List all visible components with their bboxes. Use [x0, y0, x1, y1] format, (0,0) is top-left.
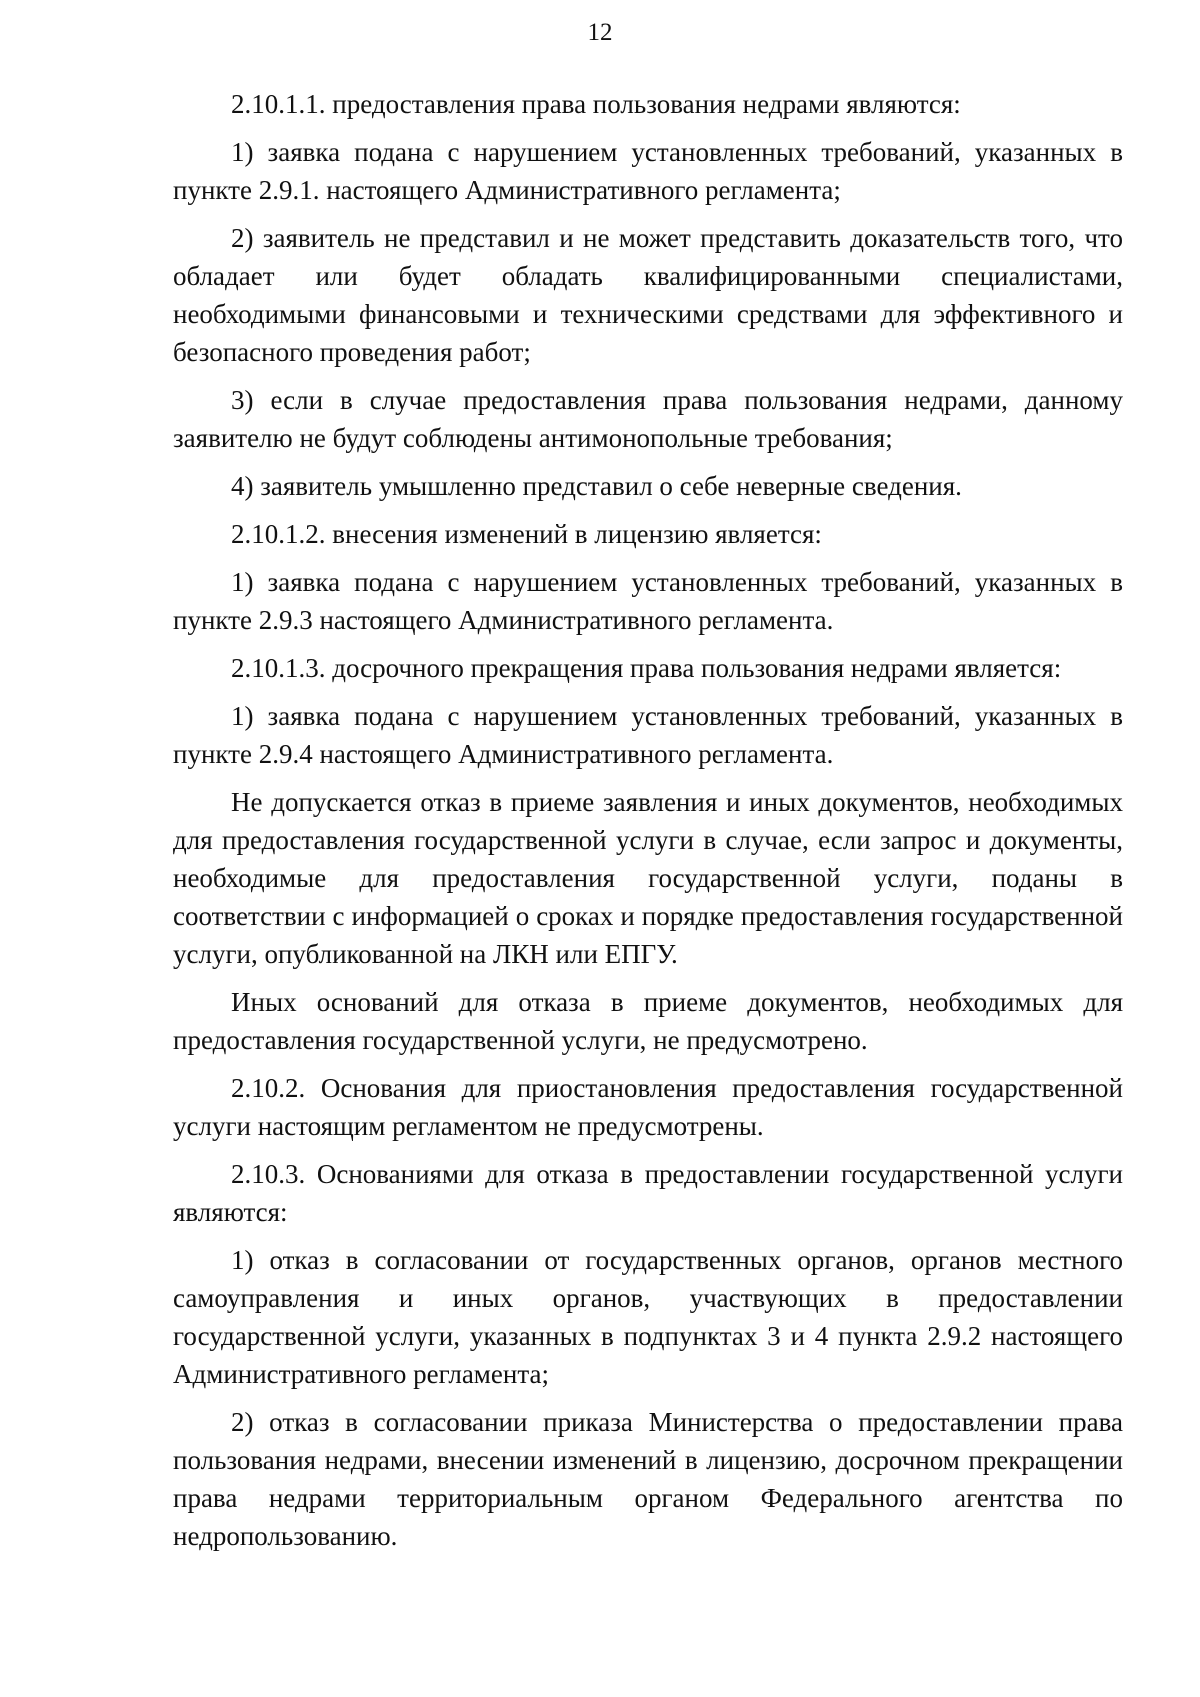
- paragraph-refusal-item-1: 1) отказ в согласовании от государственных органов, органов местного самоуправления и иных органов, участвующих в предоставлении государственной услуги, указанных в подпунктах 3 и 4 пункта 2.9.2 настоящего Административного регламента;: [173, 1245, 1123, 1389]
- paragraph-no-refusal: Не допускается отказ в приеме заявления и иных документов, необходимых для предоставления государственной услуги в случае, если запрос и документы, необходимые для предоставления государственной услуги, поданы в соответствии с информацией о сроках и порядке предоставления государственной услуги, опубликованной на ЛКН или ЕПГУ.: [173, 787, 1123, 969]
- paragraph-item-1-license: 1) заявка подана с нарушением установленных требований, указанных в пункте 2.9.3 настоящего Административного регламента.: [173, 567, 1123, 635]
- paragraph-item-1-termination: 1) заявка подана с нарушением установленных требований, указанных в пункте 2.9.4 настоящего Административного регламента.: [173, 701, 1123, 769]
- paragraph-2-10-1-1: 2.10.1.1. предоставления права пользования недрами являются:: [231, 89, 961, 119]
- page-number: 12: [587, 19, 613, 46]
- paragraph-2-10-3: 2.10.3. Основаниями для отказа в предоставлении государственной услуги являются:: [173, 1159, 1123, 1227]
- paragraph-2-10-1-2: 2.10.1.2. внесения изменений в лицензию является:: [231, 519, 822, 549]
- paragraph-refusal-item-2: 2) отказ в согласовании приказа Министерства о предоставлении права пользования недрами, внесении изменений в лицензию, досрочном прекращении права недрами территориальным органом Федерального агентства по недропользованию.: [173, 1407, 1123, 1551]
- paragraph-item-4: 4) заявитель умышленно представил о себе неверные сведения.: [231, 471, 962, 501]
- paragraph-no-other-grounds: Иных оснований для отказа в приеме документов, необходимых для предоставления государственной услуги, не предусмотрено.: [173, 987, 1123, 1055]
- paragraph-2-10-2: 2.10.2. Основания для приостановления предоставления государственной услуги настоящим регламентом не предусмотрены.: [173, 1073, 1123, 1141]
- paragraph-item-3: 3) если в случае предоставления права пользования недрами, данному заявителю не будут соблюдены антимонопольные требования;: [173, 385, 1123, 453]
- paragraph-item-2: 2) заявитель не представил и не может представить доказательств того, что обладает или будет обладать квалифицированными специалистами, необходимыми финансовыми и техническими средствами для эффективного и безопасного проведения работ;: [173, 223, 1123, 367]
- document-body: [173, 85, 1123, 1565]
- paragraph-2-10-1-3: 2.10.1.3. досрочного прекращения права пользования недрами является:: [231, 653, 1062, 683]
- paragraph-item-1: 1) заявка подана с нарушением установленных требований, указанных в пункте 2.9.1. настоящего Административного регламента;: [173, 137, 1123, 205]
